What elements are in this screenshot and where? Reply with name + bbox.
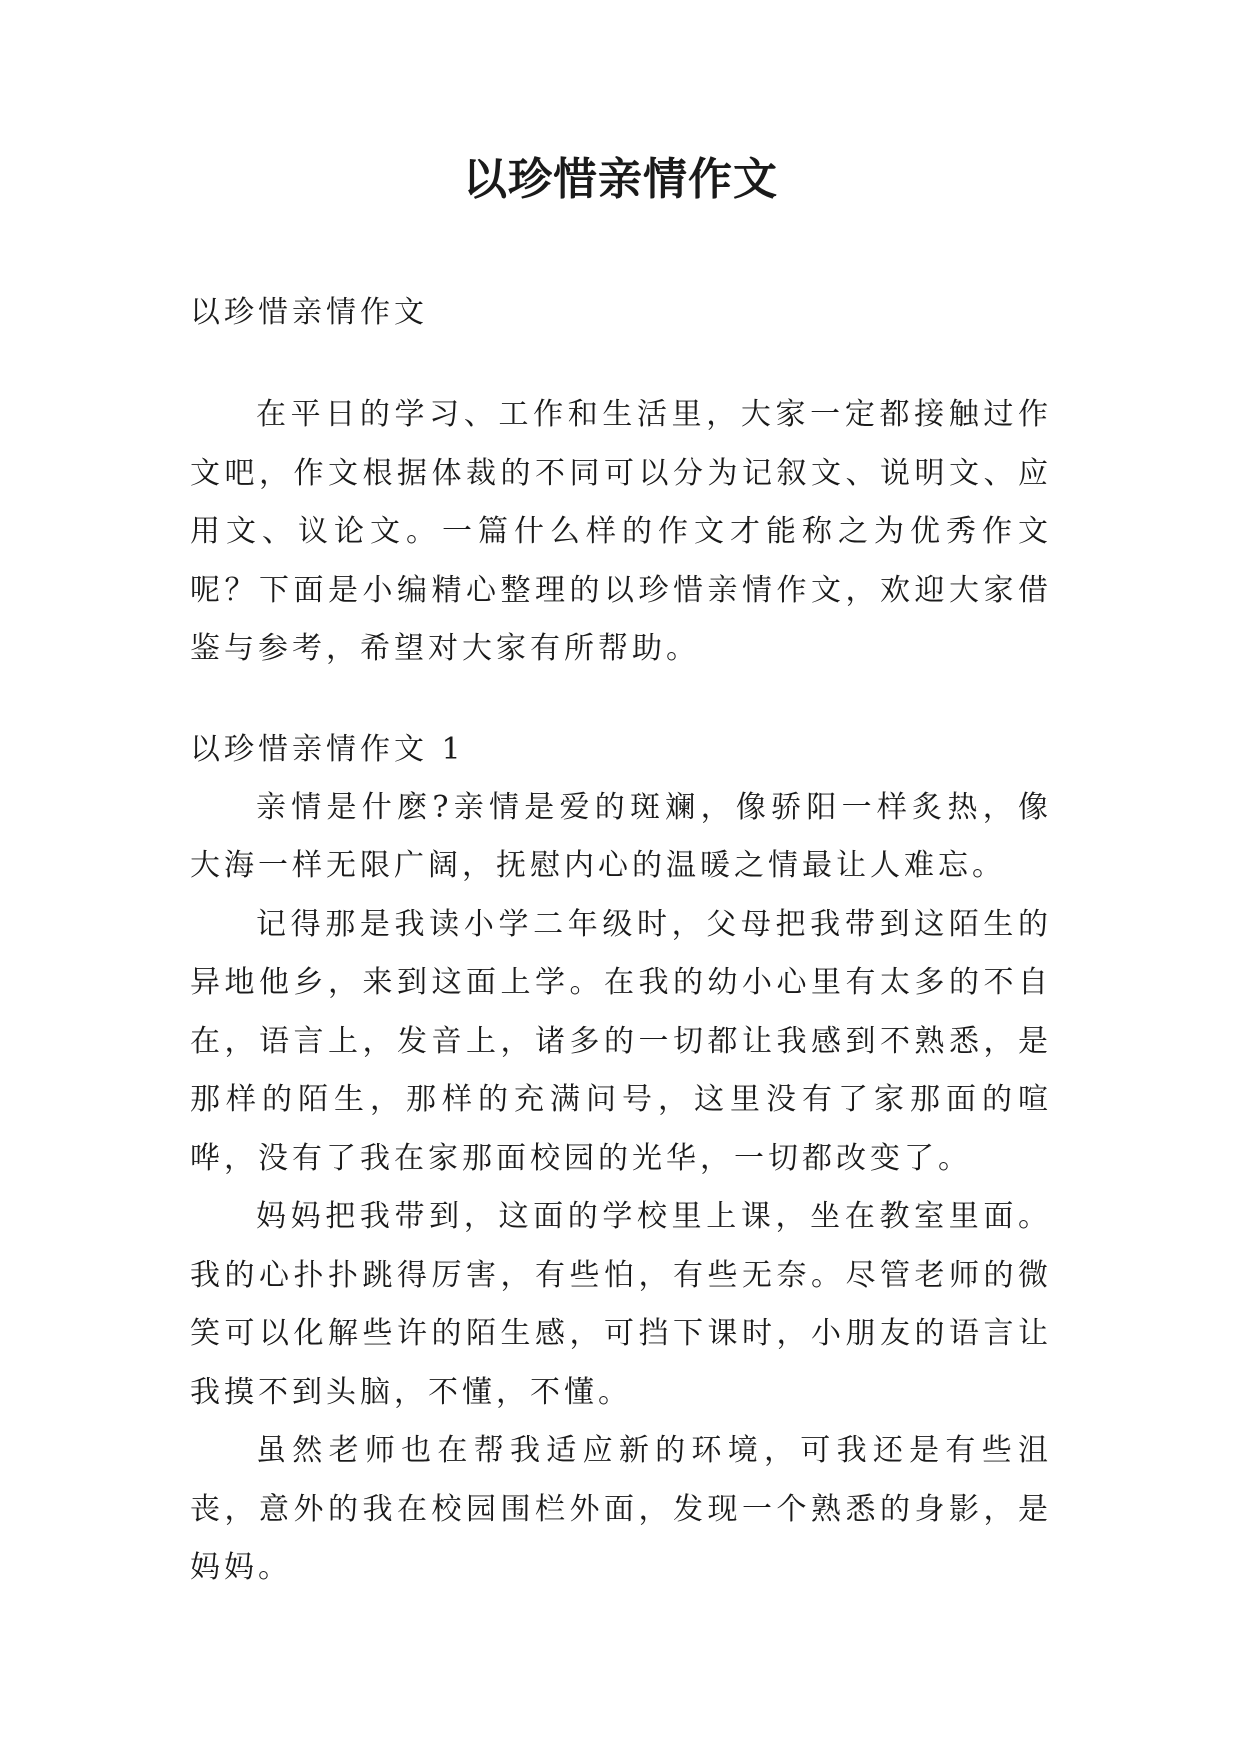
- intro-paragraph: 在平日的学习、工作和生活里，大家一定都接触过作文吧，作文根据体裁的不同可以分为记叙文、说明文、应用文、议论文。一篇什么样的作文才能称之为优秀作文呢？下面是小编精心整理的以珍惜亲情作文，欢迎大家借鉴与参考，希望对大家有所帮助。: [190, 397, 1052, 666]
- section-paragraph: 虽然老师也在帮我适应新的环境，可我还是有些沮丧，意外的我在校园围栏外面，发现一个熟悉的身影，是妈妈。: [190, 1433, 1052, 1585]
- document-subtitle: 以珍惜亲情作文: [190, 295, 428, 330]
- document-title: 以珍惜亲情作文: [463, 154, 778, 205]
- section-heading: 以珍惜亲情作文 1: [190, 731, 465, 767]
- document-body: [190, 290, 1052, 1598]
- section-paragraph: 亲情是什麽?亲情是爱的斑斓，像骄阳一样炙热，像大海一样无限广阔，抚慰内心的温暖之情最让人难忘。: [190, 789, 1052, 883]
- section-paragraph: 妈妈把我带到，这面的学校里上课，坐在教室里面。我的心扑扑跳得厉害，有些怕，有些无奈。尽管老师的微笑可以化解些许的陌生感，可挡下课时，小朋友的语言让我摸不到头脑，不懂，不懂。: [190, 1199, 1052, 1410]
- section-paragraph: 记得那是我读小学二年级时，父母把我带到这陌生的异地他乡，来到这面上学。在我的幼小心里有太多的不自在，语言上，发音上，诸多的一切都让我感到不熟悉，是那样的陌生，那样的充满问号，这里没有了家那面的喧哗，没有了我在家那面校园的光华，一切都改变了。: [190, 906, 1052, 1176]
